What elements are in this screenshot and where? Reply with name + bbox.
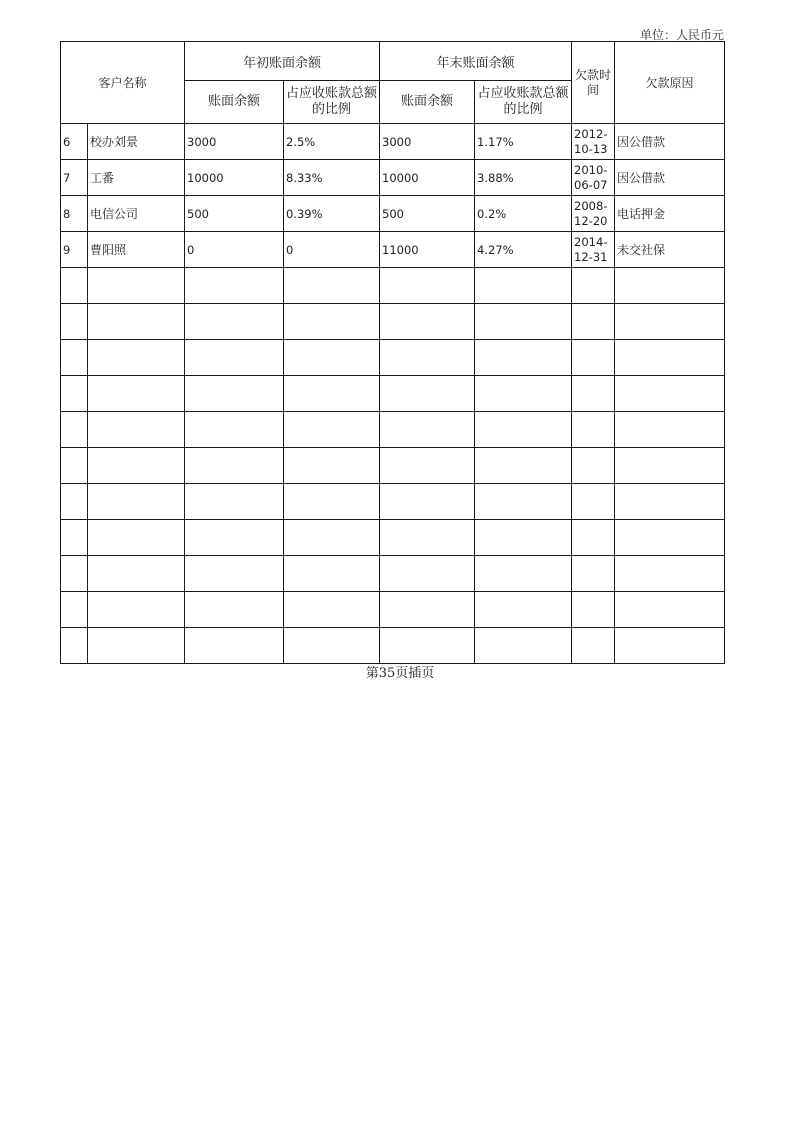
header-customer-name: 客户名称 (61, 42, 185, 124)
overdue-date: 2010-06-07 (572, 160, 615, 196)
empty-cell (475, 628, 572, 664)
empty-cell (615, 556, 725, 592)
empty-cell (475, 268, 572, 304)
empty-cell (572, 592, 615, 628)
empty-cell (88, 520, 185, 556)
empty-cell (88, 304, 185, 340)
header-closing-balance: 年末账面余额 (380, 42, 572, 81)
opening-ratio: 8.33% (284, 160, 380, 196)
empty-cell (572, 376, 615, 412)
empty-row (61, 268, 725, 304)
empty-cell (185, 340, 284, 376)
header-overdue-reason: 欠款原因 (615, 42, 725, 124)
empty-cell (475, 484, 572, 520)
row-index: 7 (61, 160, 88, 196)
empty-cell (61, 556, 88, 592)
empty-cell (284, 592, 380, 628)
empty-cell (185, 268, 284, 304)
empty-cell (185, 556, 284, 592)
empty-cell (284, 412, 380, 448)
empty-cell (475, 556, 572, 592)
closing-ratio: 4.27% (475, 232, 572, 268)
overdue-reason: 未交社保 (615, 232, 725, 268)
empty-cell (61, 376, 88, 412)
empty-cell (61, 592, 88, 628)
customer-name: 校办刘景 (88, 124, 185, 160)
empty-cell (475, 340, 572, 376)
empty-cell (284, 556, 380, 592)
opening-balance: 10000 (185, 160, 284, 196)
empty-cell (475, 448, 572, 484)
empty-row (61, 556, 725, 592)
empty-cell (572, 448, 615, 484)
empty-cell (284, 628, 380, 664)
empty-row (61, 448, 725, 484)
empty-cell (61, 520, 88, 556)
empty-cell (380, 520, 475, 556)
customer-name: 工番 (88, 160, 185, 196)
empty-cell (615, 484, 725, 520)
empty-cell (284, 340, 380, 376)
empty-cell (185, 304, 284, 340)
empty-cell (572, 520, 615, 556)
empty-cell (572, 628, 615, 664)
opening-balance: 0 (185, 232, 284, 268)
empty-cell (615, 376, 725, 412)
empty-cell (185, 448, 284, 484)
table-row (61, 196, 725, 232)
empty-cell (475, 304, 572, 340)
empty-cell (615, 412, 725, 448)
empty-cell (615, 628, 725, 664)
empty-cell (572, 268, 615, 304)
table-row (61, 160, 725, 196)
empty-cell (284, 448, 380, 484)
empty-cell (88, 592, 185, 628)
empty-cell (185, 592, 284, 628)
empty-cell (475, 520, 572, 556)
customer-name: 电信公司 (88, 196, 185, 232)
closing-balance: 500 (380, 196, 475, 232)
header-closing-book-balance: 账面余额 (380, 81, 475, 124)
receivables-table (60, 41, 725, 664)
overdue-reason: 电话押金 (615, 196, 725, 232)
table-row (61, 232, 725, 268)
customer-name: 曹阳照 (88, 232, 185, 268)
empty-cell (284, 484, 380, 520)
empty-cell (380, 628, 475, 664)
empty-cell (88, 268, 185, 304)
opening-ratio: 0.39% (284, 196, 380, 232)
row-index: 8 (61, 196, 88, 232)
empty-cell (88, 340, 185, 376)
empty-cell (475, 412, 572, 448)
header-opening-ratio: 占应收账款总额的比例 (284, 81, 380, 124)
closing-balance: 10000 (380, 160, 475, 196)
empty-cell (284, 520, 380, 556)
empty-cell (185, 412, 284, 448)
overdue-date: 2012-10-13 (572, 124, 615, 160)
header-opening-balance: 年初账面余额 (185, 42, 380, 81)
row-index: 9 (61, 232, 88, 268)
empty-cell (615, 592, 725, 628)
empty-cell (185, 484, 284, 520)
closing-ratio: 3.88% (475, 160, 572, 196)
empty-cell (61, 340, 88, 376)
empty-cell (61, 484, 88, 520)
overdue-date: 2014-12-31 (572, 232, 615, 268)
empty-row (61, 340, 725, 376)
empty-cell (380, 304, 475, 340)
page-footer: 第35页插页 (365, 666, 435, 681)
empty-row (61, 520, 725, 556)
empty-cell (284, 304, 380, 340)
empty-cell (185, 520, 284, 556)
opening-ratio: 2.5% (284, 124, 380, 160)
empty-cell (88, 628, 185, 664)
empty-cell (61, 448, 88, 484)
empty-cell (88, 484, 185, 520)
empty-cell (61, 304, 88, 340)
header-opening-book-balance: 账面余额 (185, 81, 284, 124)
empty-cell (572, 412, 615, 448)
empty-cell (380, 376, 475, 412)
empty-cell (380, 484, 475, 520)
empty-row (61, 592, 725, 628)
overdue-reason: 因公借款 (615, 124, 725, 160)
table-row (61, 124, 725, 160)
empty-cell (615, 520, 725, 556)
empty-cell (380, 268, 475, 304)
unit-label: 单位：人民币元 (639, 28, 724, 42)
empty-cell (284, 376, 380, 412)
header-overdue-time: 欠款时间 (572, 42, 615, 124)
empty-cell (615, 268, 725, 304)
empty-row (61, 484, 725, 520)
empty-cell (380, 448, 475, 484)
empty-cell (615, 448, 725, 484)
closing-ratio: 1.17% (475, 124, 572, 160)
opening-ratio: 0 (284, 232, 380, 268)
closing-ratio: 0.2% (475, 196, 572, 232)
empty-cell (572, 556, 615, 592)
overdue-reason: 因公借款 (615, 160, 725, 196)
empty-cell (88, 448, 185, 484)
empty-row (61, 376, 725, 412)
empty-cell (380, 592, 475, 628)
empty-cell (61, 412, 88, 448)
empty-row (61, 628, 725, 664)
empty-cell (284, 268, 380, 304)
empty-cell (88, 376, 185, 412)
empty-cell (380, 556, 475, 592)
empty-cell (185, 628, 284, 664)
empty-cell (185, 376, 284, 412)
empty-row (61, 412, 725, 448)
empty-cell (572, 304, 615, 340)
empty-cell (61, 268, 88, 304)
empty-cell (475, 376, 572, 412)
overdue-date: 2008-12-20 (572, 196, 615, 232)
empty-cell (572, 340, 615, 376)
empty-row (61, 304, 725, 340)
closing-balance: 3000 (380, 124, 475, 160)
closing-balance: 11000 (380, 232, 475, 268)
empty-cell (61, 628, 88, 664)
empty-cell (88, 412, 185, 448)
empty-cell (615, 340, 725, 376)
row-index: 6 (61, 124, 88, 160)
empty-cell (88, 556, 185, 592)
empty-cell (572, 484, 615, 520)
header-closing-ratio: 占应收账款总额的比例 (475, 81, 572, 124)
opening-balance: 3000 (185, 124, 284, 160)
empty-cell (380, 340, 475, 376)
opening-balance: 500 (185, 196, 284, 232)
empty-cell (475, 592, 572, 628)
empty-cell (615, 304, 725, 340)
empty-cell (380, 412, 475, 448)
